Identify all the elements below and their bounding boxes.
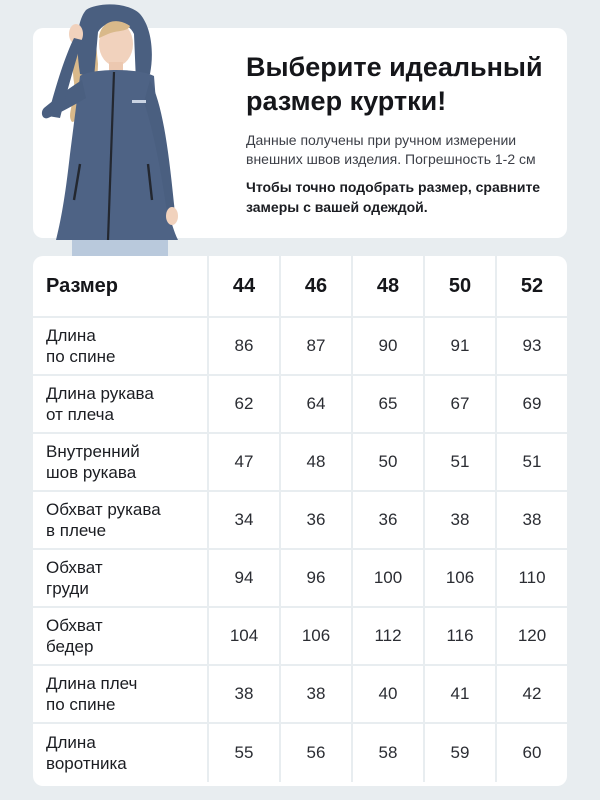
measurement-value: 36 (281, 492, 353, 550)
measurement-value: 100 (353, 550, 425, 608)
measurement-value: 90 (353, 318, 425, 376)
page-title: Выберите идеальный размер куртки! (246, 52, 543, 116)
measurement-value: 106 (281, 608, 353, 666)
measurement-value: 93 (497, 318, 567, 376)
measurement-label: Длина плеч по спине (33, 666, 209, 724)
size-header-cell: 44 (209, 256, 281, 318)
measurement-label: Длина по спине (33, 318, 209, 376)
measurement-value: 58 (353, 724, 425, 782)
measurement-value: 94 (209, 550, 281, 608)
measurement-value: 42 (497, 666, 567, 724)
measurement-value: 47 (209, 434, 281, 492)
measurement-value: 62 (209, 376, 281, 434)
measurement-label: Длина воротника (33, 724, 209, 782)
measurement-value: 110 (497, 550, 567, 608)
measurement-value: 38 (425, 492, 497, 550)
measurement-value: 38 (281, 666, 353, 724)
size-table (33, 256, 567, 786)
measurement-value: 56 (281, 724, 353, 782)
measurement-label: Обхват бедер (33, 608, 209, 666)
size-header-cell: 52 (497, 256, 567, 318)
measurement-value: 69 (497, 376, 567, 434)
measurement-value: 38 (497, 492, 567, 550)
measurement-label: Обхват рукава в плече (33, 492, 209, 550)
measurement-value: 120 (497, 608, 567, 666)
measurement-value: 86 (209, 318, 281, 376)
fit-advice: Чтобы точно подобрать размер, сравните замеры с вашей одеждой. (246, 179, 541, 215)
measurement-value: 112 (353, 608, 425, 666)
size-column-header: Размер (33, 256, 209, 318)
measurement-value: 64 (281, 376, 353, 434)
measurement-value: 55 (209, 724, 281, 782)
size-header-cell: 48 (353, 256, 425, 318)
measurement-value: 91 (425, 318, 497, 376)
measurement-value: 36 (353, 492, 425, 550)
measurement-note: Данные получены при ручном измерении внешних швов изделия. Погрешность 1-2 см (246, 132, 536, 167)
measurement-value: 51 (497, 434, 567, 492)
measurement-value: 40 (353, 666, 425, 724)
measurement-value: 87 (281, 318, 353, 376)
measurement-value: 67 (425, 376, 497, 434)
measurement-value: 38 (209, 666, 281, 724)
measurement-value: 106 (425, 550, 497, 608)
measurement-value: 50 (353, 434, 425, 492)
measurement-value: 34 (209, 492, 281, 550)
size-header-cell: 46 (281, 256, 353, 318)
measurement-value: 48 (281, 434, 353, 492)
model-in-jacket-image (36, 4, 188, 260)
measurement-value: 104 (209, 608, 281, 666)
measurement-value: 59 (425, 724, 497, 782)
measurement-label: Обхват груди (33, 550, 209, 608)
measurement-value: 65 (353, 376, 425, 434)
measurement-value: 41 (425, 666, 497, 724)
measurement-label: Длина рукава от плеча (33, 376, 209, 434)
size-header-cell: 50 (425, 256, 497, 318)
measurement-value: 51 (425, 434, 497, 492)
measurement-label: Внутренний шов рукава (33, 434, 209, 492)
measurement-value: 116 (425, 608, 497, 666)
measurement-value: 96 (281, 550, 353, 608)
measurement-value: 60 (522, 743, 542, 762)
